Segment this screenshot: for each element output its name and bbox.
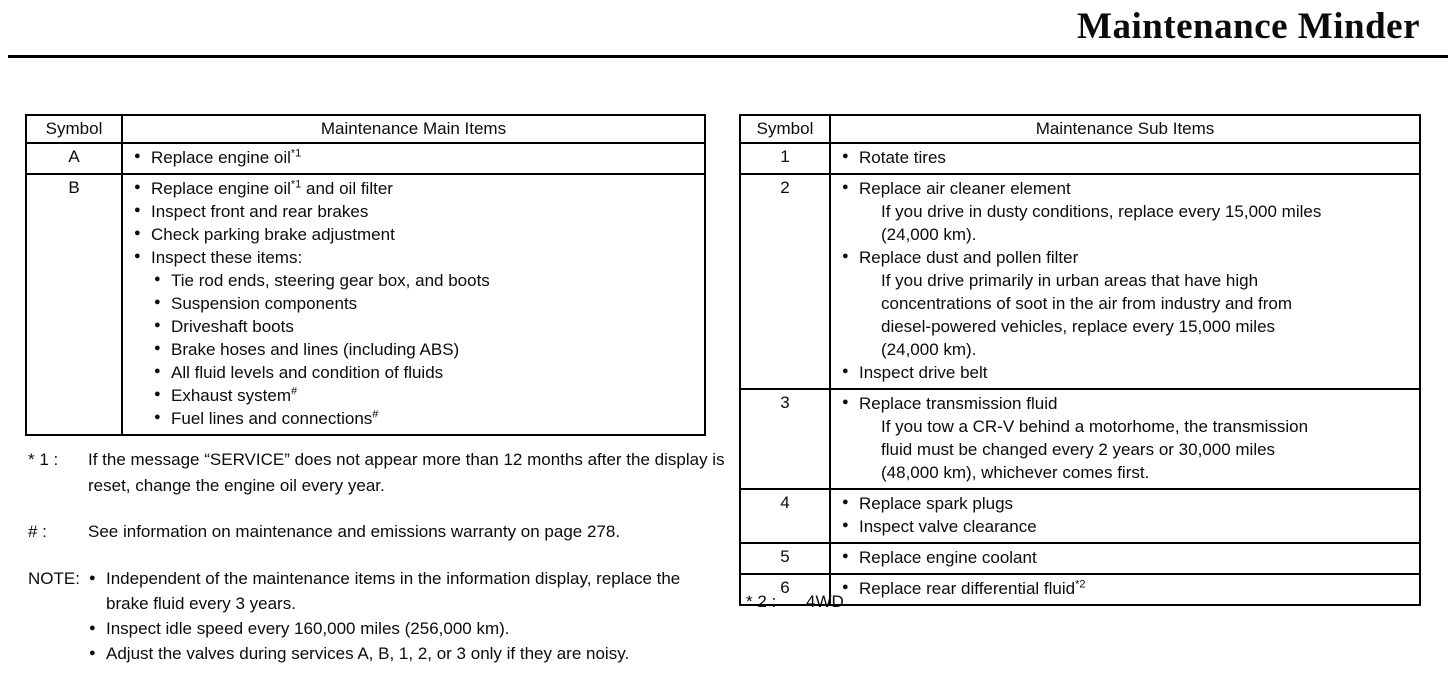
item-text-post: and oil filter xyxy=(301,179,393,198)
note-item-text: Independent of the maintenance items in the information display, replace the brake fluid every 3 years. xyxy=(106,569,681,613)
sub-item-list xyxy=(153,269,698,430)
list-item xyxy=(841,392,1413,484)
item-text: Rotate tires xyxy=(859,148,946,167)
item-text: Inspect these items: xyxy=(151,248,303,267)
list-item xyxy=(153,292,698,315)
maintenance-main-items-table xyxy=(25,114,706,436)
items-cell xyxy=(830,489,1420,543)
note-item-text: Adjust the valves during services A, B, 1, 2, or 3 only if they are noisy. xyxy=(106,644,630,663)
bullet-icon: ● xyxy=(89,572,96,584)
list-item xyxy=(133,223,698,246)
list-item xyxy=(841,515,1413,538)
note-item-list xyxy=(88,566,708,666)
item-text: Tie rod ends, steering gear box, and boots xyxy=(171,271,490,290)
bullet-icon: ● xyxy=(134,181,141,193)
list-item xyxy=(88,641,708,666)
footnote-hash xyxy=(28,519,728,545)
item-text: Check parking brake adjustment xyxy=(151,225,395,244)
items-cell xyxy=(122,174,705,435)
footnote-star2-label: * 2 : xyxy=(746,592,777,611)
item-text xyxy=(151,179,393,198)
note-block xyxy=(28,566,708,666)
list-item xyxy=(133,177,698,200)
items-cell xyxy=(830,174,1420,389)
bullet-icon: ● xyxy=(154,411,161,423)
bullet-icon: ● xyxy=(842,550,849,562)
bullet-icon: ● xyxy=(842,496,849,508)
item-note: If you drive primarily in urban areas that have high concentrations of soot in the air from industry and from diesel-powered vehicles, replace every 15,000 miles (24,000 km). xyxy=(881,271,1293,359)
items-cell xyxy=(830,389,1420,489)
note-item-text: Inspect idle speed every 160,000 miles (256,000 km). xyxy=(106,619,510,638)
title-divider xyxy=(8,55,1448,58)
table-row xyxy=(740,489,1420,543)
footnote-marker: # xyxy=(372,408,379,421)
item-text-pre: Fuel lines and connections xyxy=(171,409,373,428)
note-label: NOTE: xyxy=(28,569,80,588)
table-row xyxy=(740,174,1420,389)
bullet-icon: ● xyxy=(154,296,161,308)
list-item xyxy=(153,384,698,407)
page-title: Maintenance Minder xyxy=(1077,6,1420,47)
bullet-icon: ● xyxy=(154,365,161,377)
bullet-icon: ● xyxy=(842,181,849,193)
list-item xyxy=(153,315,698,338)
maintenance-sub-items-table xyxy=(739,114,1421,606)
list-item xyxy=(153,338,698,361)
table-row xyxy=(740,543,1420,574)
item-note: If you tow a CR-V behind a motorhome, the transmission fluid must be changed every 2 years or 30,000 miles (48,000 km), whichever comes first. xyxy=(881,417,1309,482)
bullet-icon: ● xyxy=(154,388,161,400)
item-text: Driveshaft boots xyxy=(171,317,294,336)
symbol-cell: B xyxy=(26,174,122,435)
footnote-marker: *1 xyxy=(290,178,302,191)
list-item xyxy=(133,146,698,169)
bullet-icon: ● xyxy=(154,319,161,331)
bullet-icon: ● xyxy=(842,581,849,593)
item-note: If you drive in dusty conditions, replace every 15,000 miles (24,000 km). xyxy=(881,202,1322,244)
footnote-star2-text: 4WD xyxy=(806,592,844,611)
main-header-items: Maintenance Main Items xyxy=(122,115,705,143)
footnote-hash-text: See information on maintenance and emissions warranty on page 278. xyxy=(88,522,621,541)
item-text xyxy=(151,148,301,167)
sub-header-symbol: Symbol xyxy=(740,115,830,143)
list-item xyxy=(841,177,1413,246)
table-header-row xyxy=(26,115,705,143)
item-text xyxy=(171,386,297,405)
item-text: Suspension components xyxy=(171,294,358,313)
symbol-cell: 6 xyxy=(740,574,830,605)
item-text-pre: Replace engine oil xyxy=(151,179,291,198)
items-cell xyxy=(830,543,1420,574)
list-item xyxy=(841,546,1413,569)
item-text: All fluid levels and condition of fluids xyxy=(171,363,444,382)
table-row xyxy=(26,174,705,435)
table-header-row xyxy=(740,115,1420,143)
item-text: Brake hoses and lines (including ABS) xyxy=(171,340,460,359)
symbol-cell: 1 xyxy=(740,143,830,174)
symbol-cell: 3 xyxy=(740,389,830,489)
list-item xyxy=(841,146,1413,169)
footnote-marker: # xyxy=(291,385,298,398)
item-text: Replace air cleaner element xyxy=(859,179,1071,198)
bullet-icon: ● xyxy=(134,227,141,239)
bullet-icon: ● xyxy=(134,204,141,216)
item-text-pre: Replace engine oil xyxy=(151,148,291,167)
bullet-icon: ● xyxy=(154,273,161,285)
item-text: Replace transmission fluid xyxy=(859,394,1058,413)
bullet-icon: ● xyxy=(154,342,161,354)
footnote-marker: *2 xyxy=(1075,578,1086,591)
list-item xyxy=(841,246,1413,361)
bullet-icon: ● xyxy=(134,150,141,162)
list-item xyxy=(88,616,708,641)
symbol-cell: 2 xyxy=(740,174,830,389)
footnote-star1-text: If the message “SERVICE” does not appear more than 12 months after the display is reset, change the engine oil every year. xyxy=(88,450,725,495)
footnote-star1-label: * 1 : xyxy=(28,450,59,469)
list-item xyxy=(841,492,1413,515)
bullet-icon: ● xyxy=(842,396,849,408)
table-row xyxy=(26,143,705,174)
item-text: Inspect drive belt xyxy=(859,363,988,382)
items-cell xyxy=(122,143,705,174)
list-item xyxy=(153,269,698,292)
footnote-star1 xyxy=(28,447,728,499)
bullet-icon: ● xyxy=(89,647,96,659)
bullet-icon: ● xyxy=(134,250,141,262)
table-row xyxy=(740,143,1420,174)
footnote-marker: *1 xyxy=(290,147,302,160)
item-text-pre: Exhaust system xyxy=(171,386,291,405)
footnote-star2 xyxy=(746,589,1046,615)
bullet-icon: ● xyxy=(842,150,849,162)
footnote-hash-label: # : xyxy=(28,522,47,541)
list-item xyxy=(133,200,698,223)
symbol-cell: 4 xyxy=(740,489,830,543)
list-item xyxy=(153,361,698,384)
sub-header-items: Maintenance Sub Items xyxy=(830,115,1420,143)
item-text: Inspect valve clearance xyxy=(859,517,1037,536)
list-item xyxy=(153,407,698,430)
item-text xyxy=(171,409,378,428)
bullet-icon: ● xyxy=(89,622,96,634)
item-text-pre: Replace rear differential fluid xyxy=(859,579,1076,598)
bullet-icon: ● xyxy=(842,519,849,531)
list-item xyxy=(88,566,708,616)
items-cell xyxy=(830,143,1420,174)
item-text: Replace engine coolant xyxy=(859,548,1037,567)
table-row xyxy=(740,389,1420,489)
item-text: Inspect front and rear brakes xyxy=(151,202,369,221)
item-text: Replace spark plugs xyxy=(859,494,1014,513)
list-item xyxy=(841,361,1413,384)
item-text: Replace dust and pollen filter xyxy=(859,248,1079,267)
symbol-cell: 5 xyxy=(740,543,830,574)
symbol-cell: A xyxy=(26,143,122,174)
list-item xyxy=(133,246,698,269)
bullet-icon: ● xyxy=(842,365,849,377)
main-header-symbol: Symbol xyxy=(26,115,122,143)
bullet-icon: ● xyxy=(842,250,849,262)
